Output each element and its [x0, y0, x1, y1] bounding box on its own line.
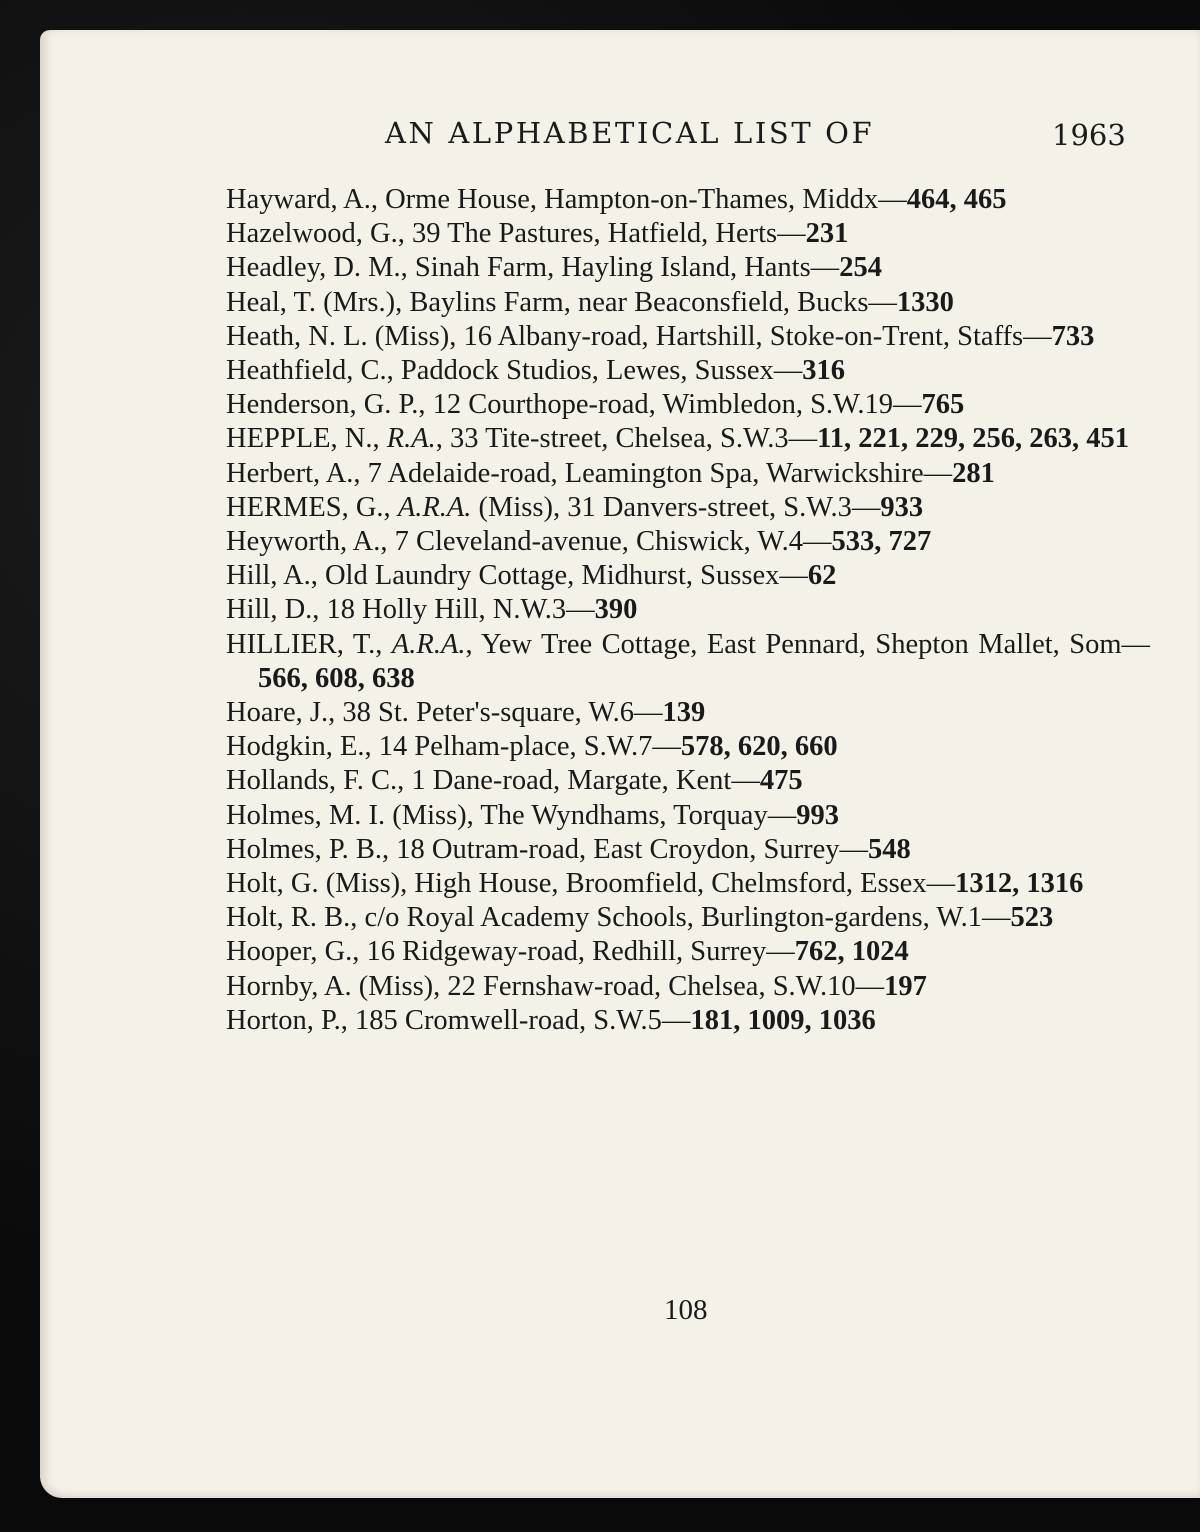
entry-pages: 11, 221, 229, 256, 263, 451 — [817, 423, 1130, 455]
entry-pages: 475 — [759, 765, 803, 797]
entry-address: Hill, D., 18 Holly Hill, N.W.3— — [226, 594, 595, 626]
list-item — [226, 320, 1150, 354]
entry-pages: 254 — [839, 252, 882, 284]
entry-address: Hooper, G., 16 Ridgeway-road, Redhill, Surrey— — [226, 936, 795, 968]
entry-pages: 548 — [867, 833, 911, 865]
list-item — [226, 799, 1150, 833]
list-item — [226, 696, 1150, 730]
artist-list — [226, 183, 1150, 1038]
entry-address: , Yew Tree Cottage, East Pennard, Shepton Mallet, Som— — [465, 628, 1150, 660]
entry-address: Headley, D. M., Sinah Farm, Hayling Island, Hants— — [226, 252, 840, 284]
list-item — [226, 525, 1150, 559]
entry-address: Holt, R. B., c/o Royal Academy Schools, Burlington-gardens, W.1— — [226, 902, 1011, 934]
entry-pages: 1312, 1316 — [955, 868, 1084, 900]
entry-address: (Miss), 31 Danvers-street, S.W.3— — [471, 491, 881, 523]
entry-honorific: A.R.A. — [397, 491, 472, 523]
entry-name: HEPPLE, N., — [226, 423, 387, 455]
page-number: 108 — [664, 1294, 708, 1326]
list-item — [226, 901, 1150, 935]
entry-address: Heyworth, A., 7 Cleveland-avenue, Chiswick, W.4— — [226, 526, 832, 558]
entry-honorific: R.A. — [386, 423, 436, 455]
entry-pages: 578, 620, 660 — [680, 731, 838, 763]
entry-pages: 464, 465 — [906, 184, 1007, 215]
entry-address: Horton, P., 185 Cromwell-road, S.W.5— — [226, 1004, 691, 1036]
entry-address: Herbert, A., 7 Adelaide-road, Leamington Spa, Warwickshire— — [226, 457, 953, 489]
entry-pages: 139 — [662, 697, 706, 729]
list-item — [226, 764, 1150, 798]
entry-pages: 765 — [921, 389, 965, 421]
entry-address: Hill, A., Old Laundry Cottage, Midhurst, Sussex— — [226, 560, 808, 592]
entry-pages: 231 — [805, 218, 849, 250]
entry-address: Hazelwood, G., 39 The Pastures, Hatfield, Herts— — [226, 218, 806, 250]
entry-address: Heal, T. (Mrs.), Baylins Farm, near Beaconsfield, Bucks— — [226, 286, 897, 318]
running-head: AN ALPHABETICAL LIST OF — [385, 116, 875, 150]
entry-honorific: A.R.A. — [391, 628, 466, 660]
entry-pages: 733 — [1051, 320, 1095, 352]
list-item — [226, 354, 1150, 388]
entry-pages: 933 — [880, 491, 924, 523]
list-item — [226, 970, 1150, 1004]
list-item — [226, 217, 1150, 251]
list-item — [226, 935, 1150, 969]
entry-pages: 566, 608, 638 — [258, 662, 415, 694]
page-edge — [40, 36, 50, 1486]
list-item — [226, 628, 1150, 696]
entry-pages: 316 — [802, 355, 846, 387]
list-item — [226, 422, 1150, 456]
list-item — [226, 593, 1150, 627]
list-item — [226, 251, 1150, 285]
entry-pages: 993 — [796, 799, 839, 831]
entry-pages: 533, 727 — [831, 526, 932, 558]
entry-address: Heath, N. L. (Miss), 16 Albany-road, Hartshill, Stoke-on-Trent, Staffs— — [226, 320, 1052, 352]
list-item — [226, 1004, 1150, 1038]
entry-address: , 33 Tite-street, Chelsea, S.W.3— — [435, 423, 818, 455]
entry-pages: 762, 1024 — [794, 936, 909, 968]
list-item — [226, 388, 1150, 422]
entry-pages: 181, 1009, 1036 — [690, 1004, 876, 1036]
entry-pages: 62 — [807, 560, 837, 592]
entry-address: Holt, G. (Miss), High House, Broomfield, Chelmsford, Essex— — [226, 868, 956, 900]
list-item — [226, 491, 1150, 525]
list-item — [226, 867, 1150, 901]
entry-name: HERMES, G., — [226, 491, 398, 523]
list-item — [226, 457, 1150, 491]
year-heading: 1963 — [1052, 118, 1126, 152]
entry-address: Holmes, M. I. (Miss), The Wyndhams, Torquay— — [226, 799, 797, 831]
list-item — [226, 730, 1150, 764]
entry-address: Henderson, G. P., 12 Courthope-road, Wimbledon, S.W.19— — [226, 389, 922, 421]
entry-pages: 197 — [884, 970, 927, 1002]
entry-name: HILLIER, T., — [226, 628, 392, 660]
entry-address: Hornby, A. (Miss), 22 Fernshaw-road, Chelsea, S.W.10— — [226, 970, 885, 1002]
entry-address: Hodgkin, E., 14 Pelham-place, S.W.7— — [226, 731, 681, 763]
entry-address: Hoare, J., 38 St. Peter's-square, W.6— — [226, 697, 663, 729]
entry-address: Holmes, P. B., 18 Outram-road, East Croydon, Surrey— — [226, 833, 868, 865]
list-item — [226, 833, 1150, 867]
entry-address: Heathfield, C., Paddock Studios, Lewes, Sussex— — [226, 355, 803, 387]
entry-pages: 1330 — [896, 286, 954, 318]
list-item — [226, 559, 1150, 593]
entry-address: Hollands, F. C., 1 Dane-road, Margate, Kent— — [226, 765, 760, 797]
entry-pages: 390 — [594, 594, 638, 626]
entry-address: Hayward, A., Orme House, Hampton-on-Thames, Middx— — [226, 184, 907, 215]
list-item — [226, 183, 1150, 217]
entry-pages: 523 — [1010, 902, 1054, 934]
entry-pages: 281 — [952, 457, 995, 489]
list-item — [226, 286, 1150, 320]
